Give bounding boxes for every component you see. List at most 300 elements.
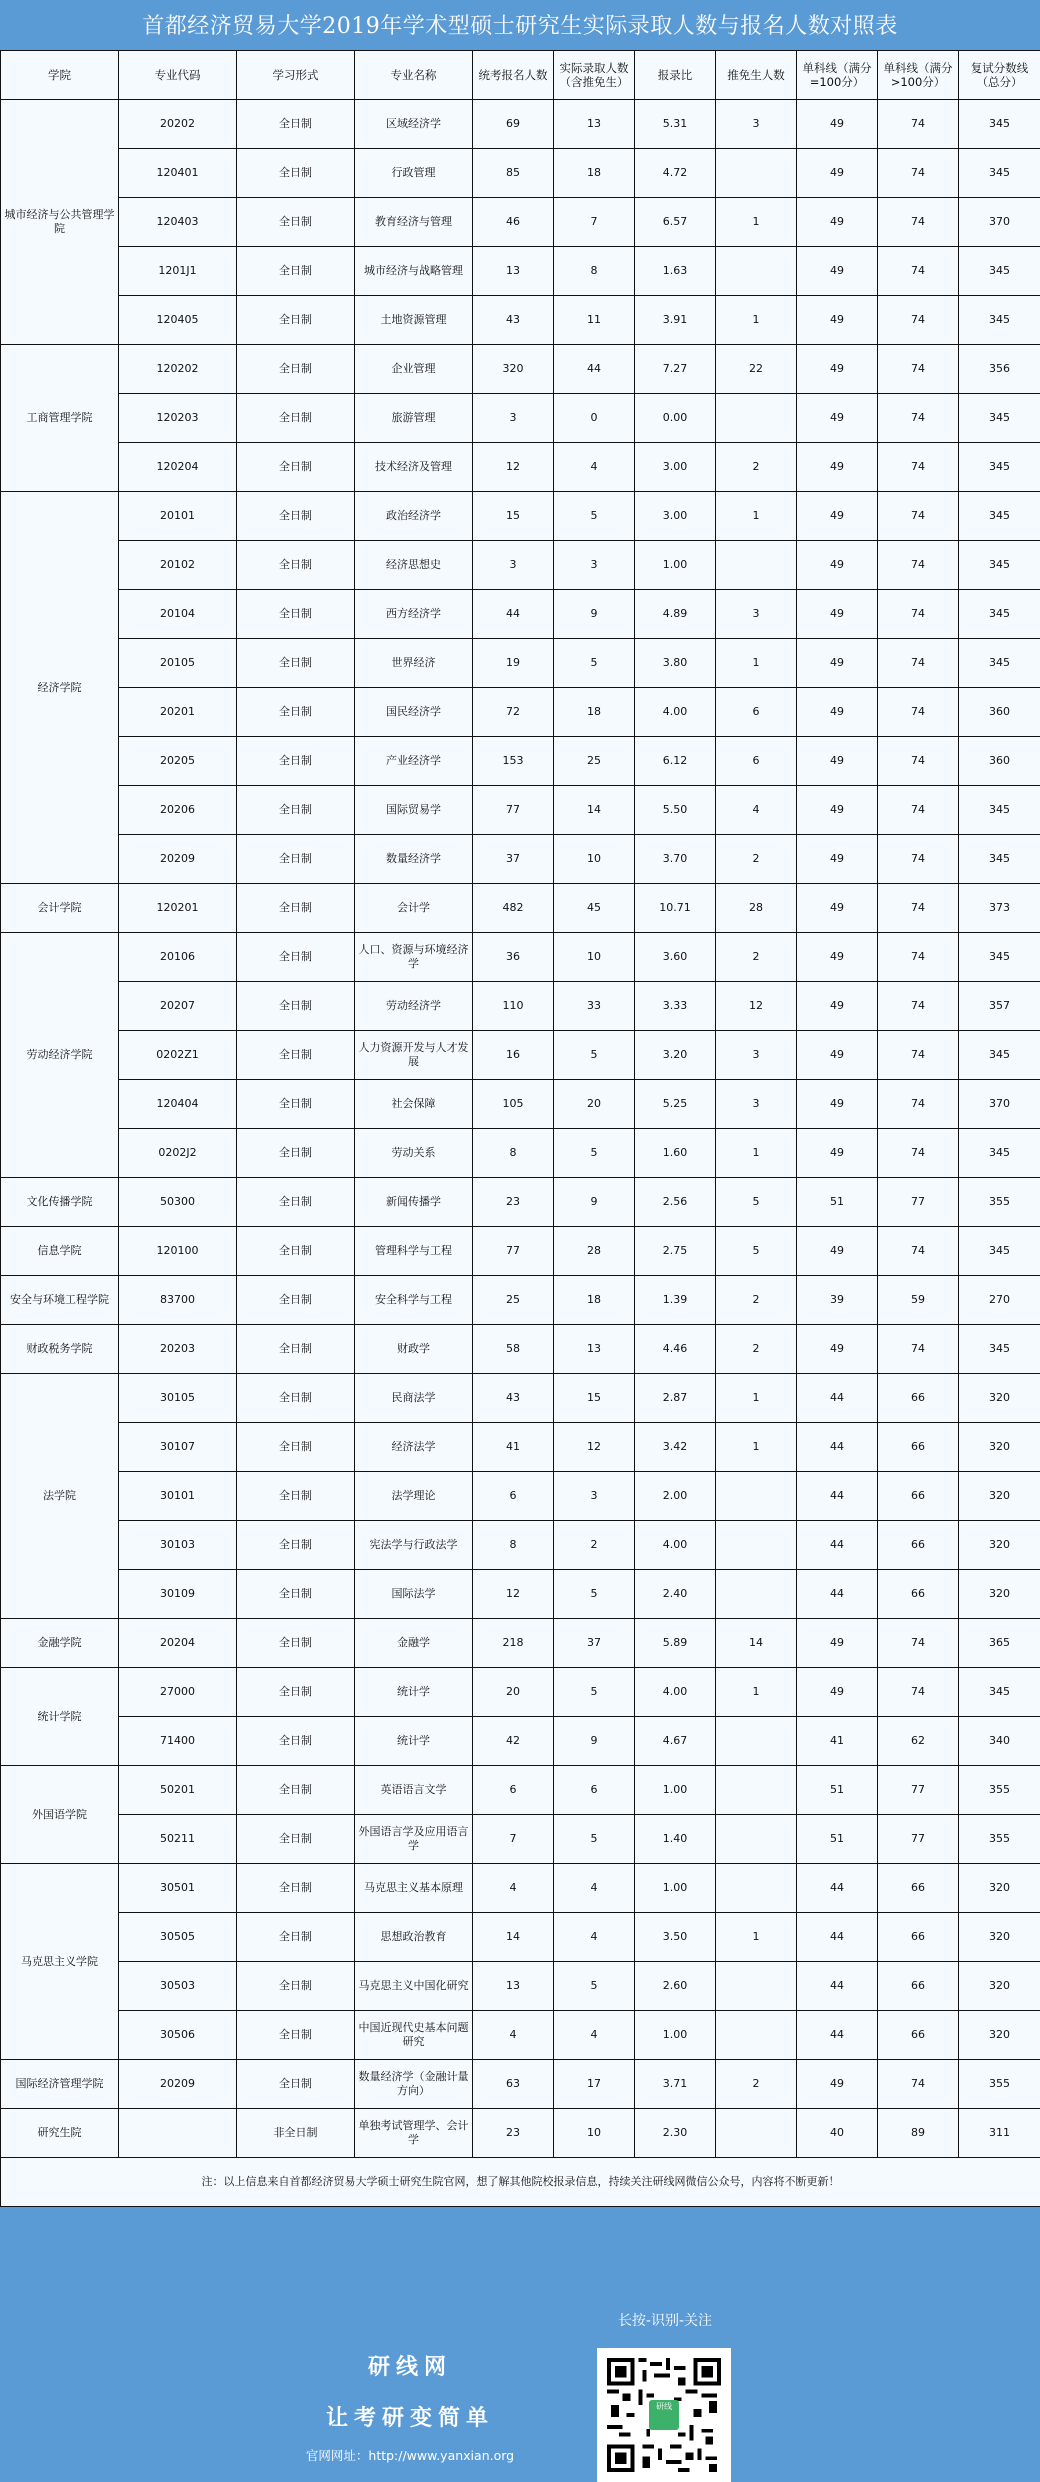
table-row <box>1 1080 1040 1129</box>
single-over-100-cell: 74 <box>878 2060 959 2109</box>
study-mode-cell: 全日制 <box>237 1717 355 1766</box>
study-mode-cell: 全日制 <box>237 149 355 198</box>
exempt-cell: 2 <box>716 933 797 982</box>
ratio-cell: 3.80 <box>635 639 716 688</box>
exempt-cell <box>716 1521 797 1570</box>
admitted-cell: 17 <box>554 2060 635 2109</box>
ratio-cell: 10.71 <box>635 884 716 933</box>
ratio-cell: 1.60 <box>635 1129 716 1178</box>
study-mode-cell: 全日制 <box>237 639 355 688</box>
major-code-cell: 27000 <box>119 1668 237 1717</box>
exempt-cell: 3 <box>716 100 797 149</box>
exempt-cell: 1 <box>716 1129 797 1178</box>
ratio-cell: 4.46 <box>635 1325 716 1374</box>
single-over-100-cell: 74 <box>878 247 959 296</box>
table-row <box>1 1521 1040 1570</box>
single-100-cell: 49 <box>797 884 878 933</box>
single-100-cell: 39 <box>797 1276 878 1325</box>
applicants-cell: 14 <box>473 1913 554 1962</box>
study-mode-cell: 全日制 <box>237 1374 355 1423</box>
total-line-cell: 320 <box>959 2011 1040 2060</box>
major-name-cell: 旅游管理 <box>355 394 473 443</box>
ratio-cell: 5.89 <box>635 1619 716 1668</box>
school-cell: 文化传播学院 <box>1 1178 119 1227</box>
col-header-applicants: 统考报名人数 <box>473 51 554 100</box>
table-row <box>1 1472 1040 1521</box>
major-name-cell: 教育经济与管理 <box>355 198 473 247</box>
exempt-cell <box>716 247 797 296</box>
major-code-cell: 20209 <box>119 2060 237 2109</box>
brand-slogan: 让考研变简单 <box>250 2401 570 2432</box>
major-code-cell: 120201 <box>119 884 237 933</box>
ratio-cell: 1.00 <box>635 541 716 590</box>
school-cell: 法学院 <box>1 1374 119 1619</box>
study-mode-cell: 全日制 <box>237 541 355 590</box>
applicants-cell: 20 <box>473 1668 554 1717</box>
single-over-100-cell: 77 <box>878 1766 959 1815</box>
single-over-100-cell: 74 <box>878 394 959 443</box>
exempt-cell: 2 <box>716 1325 797 1374</box>
major-code-cell: 20206 <box>119 786 237 835</box>
major-code-cell: 120204 <box>119 443 237 492</box>
page-title: 首都经济贸易大学2019年学术型硕士研究生实际录取人数与报名人数对照表 <box>0 0 1040 50</box>
major-code-cell: 30506 <box>119 2011 237 2060</box>
major-name-cell: 劳动关系 <box>355 1129 473 1178</box>
total-line-cell: 357 <box>959 982 1040 1031</box>
ratio-cell: 2.00 <box>635 1472 716 1521</box>
single-100-cell: 49 <box>797 1129 878 1178</box>
admitted-cell: 11 <box>554 296 635 345</box>
applicants-cell: 320 <box>473 345 554 394</box>
major-name-cell: 数量经济学 <box>355 835 473 884</box>
table-row <box>1 1864 1040 1913</box>
admitted-cell: 18 <box>554 688 635 737</box>
exempt-cell: 1 <box>716 639 797 688</box>
single-over-100-cell: 66 <box>878 2011 959 2060</box>
major-name-cell: 会计学 <box>355 884 473 933</box>
applicants-cell: 42 <box>473 1717 554 1766</box>
exempt-cell: 28 <box>716 884 797 933</box>
single-over-100-cell: 74 <box>878 541 959 590</box>
exempt-cell <box>716 1766 797 1815</box>
single-100-cell: 44 <box>797 1864 878 1913</box>
table-row <box>1 2011 1040 2060</box>
single-over-100-cell: 74 <box>878 835 959 884</box>
table-row <box>1 296 1040 345</box>
major-name-cell: 劳动经济学 <box>355 982 473 1031</box>
exempt-cell: 6 <box>716 737 797 786</box>
exempt-cell: 1 <box>716 1668 797 1717</box>
applicants-cell: 6 <box>473 1766 554 1815</box>
admitted-cell: 4 <box>554 1864 635 1913</box>
major-code-cell: 30109 <box>119 1570 237 1619</box>
study-mode-cell: 全日制 <box>237 1227 355 1276</box>
table-row <box>1 394 1040 443</box>
ratio-cell: 5.50 <box>635 786 716 835</box>
major-name-cell: 思想政治教育 <box>355 1913 473 1962</box>
ratio-cell: 1.00 <box>635 1766 716 1815</box>
applicants-cell: 37 <box>473 835 554 884</box>
applicants-cell: 69 <box>473 100 554 149</box>
total-line-cell: 345 <box>959 835 1040 884</box>
single-100-cell: 49 <box>797 492 878 541</box>
major-name-cell: 管理科学与工程 <box>355 1227 473 1276</box>
major-name-cell: 经济思想史 <box>355 541 473 590</box>
table-row <box>1 1276 1040 1325</box>
study-mode-cell: 非全日制 <box>237 2109 355 2158</box>
exempt-cell <box>716 1717 797 1766</box>
admitted-cell: 5 <box>554 1570 635 1619</box>
single-100-cell: 49 <box>797 933 878 982</box>
major-code-cell: 50201 <box>119 1766 237 1815</box>
ratio-cell: 4.89 <box>635 590 716 639</box>
total-line-cell: 345 <box>959 933 1040 982</box>
single-100-cell: 44 <box>797 1962 878 2011</box>
table-row <box>1 1178 1040 1227</box>
table-row <box>1 1227 1040 1276</box>
school-cell: 研究生院 <box>1 2109 119 2158</box>
exempt-cell: 1 <box>716 296 797 345</box>
major-code-cell <box>119 2109 237 2158</box>
major-name-cell: 城市经济与战略管理 <box>355 247 473 296</box>
ratio-cell: 3.60 <box>635 933 716 982</box>
single-100-cell: 44 <box>797 1913 878 1962</box>
major-name-cell: 数量经济学（金融计量方向） <box>355 2060 473 2109</box>
table-row <box>1 1766 1040 1815</box>
major-code-cell: 120405 <box>119 296 237 345</box>
major-name-cell: 安全科学与工程 <box>355 1276 473 1325</box>
study-mode-cell: 全日制 <box>237 1178 355 1227</box>
major-code-cell: 83700 <box>119 1276 237 1325</box>
col-header-single-over-100: 单科线（满分>100分） <box>878 51 959 100</box>
admitted-cell: 5 <box>554 1815 635 1864</box>
ratio-cell: 2.87 <box>635 1374 716 1423</box>
single-100-cell: 44 <box>797 1570 878 1619</box>
ratio-cell: 0.00 <box>635 394 716 443</box>
major-code-cell: 20102 <box>119 541 237 590</box>
single-100-cell: 49 <box>797 737 878 786</box>
applicants-cell: 43 <box>473 296 554 345</box>
single-100-cell: 51 <box>797 1178 878 1227</box>
major-code-cell: 120100 <box>119 1227 237 1276</box>
single-100-cell: 44 <box>797 1521 878 1570</box>
single-100-cell: 49 <box>797 247 878 296</box>
total-line-cell: 355 <box>959 1178 1040 1227</box>
major-name-cell: 土地资源管理 <box>355 296 473 345</box>
exempt-cell: 2 <box>716 1276 797 1325</box>
table-row <box>1 247 1040 296</box>
exempt-cell: 5 <box>716 1227 797 1276</box>
table-row <box>1 1717 1040 1766</box>
footer-banner <box>0 2278 1040 2476</box>
applicants-cell: 23 <box>473 1178 554 1227</box>
single-100-cell: 44 <box>797 2011 878 2060</box>
study-mode-cell: 全日制 <box>237 1472 355 1521</box>
school-cell: 会计学院 <box>1 884 119 933</box>
applicants-cell: 7 <box>473 1815 554 1864</box>
total-line-cell: 340 <box>959 1717 1040 1766</box>
admitted-cell: 8 <box>554 247 635 296</box>
admitted-cell: 14 <box>554 786 635 835</box>
single-100-cell: 49 <box>797 149 878 198</box>
major-name-cell: 财政学 <box>355 1325 473 1374</box>
major-name-cell: 世界经济 <box>355 639 473 688</box>
study-mode-cell: 全日制 <box>237 982 355 1031</box>
major-code-cell: 30101 <box>119 1472 237 1521</box>
qr-logo-badge: 研线 <box>649 2400 679 2430</box>
total-line-cell: 345 <box>959 149 1040 198</box>
exempt-cell <box>716 1962 797 2011</box>
table-row <box>1 492 1040 541</box>
single-100-cell: 49 <box>797 1668 878 1717</box>
major-name-cell: 社会保障 <box>355 1080 473 1129</box>
table-row <box>1 786 1040 835</box>
ratio-cell: 1.39 <box>635 1276 716 1325</box>
col-header-major-name: 专业名称 <box>355 51 473 100</box>
applicants-cell: 25 <box>473 1276 554 1325</box>
single-100-cell: 49 <box>797 1619 878 1668</box>
single-over-100-cell: 77 <box>878 1815 959 1864</box>
admitted-cell: 5 <box>554 1129 635 1178</box>
major-code-cell: 30103 <box>119 1521 237 1570</box>
school-cell: 劳动经济学院 <box>1 933 119 1178</box>
admitted-cell: 4 <box>554 2011 635 2060</box>
single-100-cell: 49 <box>797 1031 878 1080</box>
single-100-cell: 51 <box>797 1815 878 1864</box>
exempt-cell: 2 <box>716 443 797 492</box>
school-cell: 经济学院 <box>1 492 119 884</box>
ratio-cell: 3.00 <box>635 492 716 541</box>
major-name-cell: 国民经济学 <box>355 688 473 737</box>
single-100-cell: 49 <box>797 443 878 492</box>
school-cell: 工商管理学院 <box>1 345 119 492</box>
ratio-cell: 1.63 <box>635 247 716 296</box>
col-header-total-line: 复试分数线（总分） <box>959 51 1040 100</box>
total-line-cell: 345 <box>959 1227 1040 1276</box>
single-over-100-cell: 74 <box>878 982 959 1031</box>
applicants-cell: 77 <box>473 1227 554 1276</box>
total-line-cell: 345 <box>959 590 1040 639</box>
ratio-cell: 3.42 <box>635 1423 716 1472</box>
table-row <box>1 933 1040 982</box>
study-mode-cell: 全日制 <box>237 1913 355 1962</box>
major-name-cell: 英语语言文学 <box>355 1766 473 1815</box>
ratio-cell: 4.00 <box>635 1668 716 1717</box>
single-100-cell: 49 <box>797 688 878 737</box>
col-header-single-100: 单科线（满分=100分） <box>797 51 878 100</box>
major-code-cell: 20101 <box>119 492 237 541</box>
applicants-cell: 23 <box>473 2109 554 2158</box>
ratio-cell: 4.67 <box>635 1717 716 1766</box>
single-over-100-cell: 74 <box>878 884 959 933</box>
single-100-cell: 49 <box>797 541 878 590</box>
single-over-100-cell: 66 <box>878 1423 959 1472</box>
admitted-cell: 2 <box>554 1521 635 1570</box>
exempt-cell <box>716 394 797 443</box>
study-mode-cell: 全日制 <box>237 1521 355 1570</box>
ratio-cell: 6.12 <box>635 737 716 786</box>
total-line-cell: 355 <box>959 1815 1040 1864</box>
major-name-cell: 宪法学与行政法学 <box>355 1521 473 1570</box>
applicants-cell: 6 <box>473 1472 554 1521</box>
study-mode-cell: 全日制 <box>237 2011 355 2060</box>
major-name-cell: 区域经济学 <box>355 100 473 149</box>
table-row <box>1 345 1040 394</box>
admitted-cell: 18 <box>554 1276 635 1325</box>
single-100-cell: 49 <box>797 835 878 884</box>
ratio-cell: 2.56 <box>635 1178 716 1227</box>
major-name-cell: 产业经济学 <box>355 737 473 786</box>
table-row <box>1 541 1040 590</box>
admitted-cell: 12 <box>554 1423 635 1472</box>
major-code-cell: 0202J2 <box>119 1129 237 1178</box>
total-line-cell: 320 <box>959 1913 1040 1962</box>
study-mode-cell: 全日制 <box>237 1031 355 1080</box>
exempt-cell: 14 <box>716 1619 797 1668</box>
source-note: 注：以上信息来自首都经济贸易大学硕士研究生院官网，想了解其他院校报录信息，持续关注研线网微信公众号，内容将不断更新！ <box>1 2158 1040 2207</box>
single-100-cell: 49 <box>797 786 878 835</box>
exempt-cell <box>716 541 797 590</box>
school-cell: 国际经济管理学院 <box>1 2060 119 2109</box>
total-line-cell: 345 <box>959 1668 1040 1717</box>
ratio-cell: 5.25 <box>635 1080 716 1129</box>
major-name-cell: 政治经济学 <box>355 492 473 541</box>
total-line-cell: 370 <box>959 1080 1040 1129</box>
exempt-cell <box>716 2109 797 2158</box>
single-100-cell: 49 <box>797 590 878 639</box>
total-line-cell: 365 <box>959 1619 1040 1668</box>
major-code-cell: 1201J1 <box>119 247 237 296</box>
single-over-100-cell: 66 <box>878 1521 959 1570</box>
single-100-cell: 51 <box>797 1766 878 1815</box>
school-cell: 统计学院 <box>1 1668 119 1766</box>
admitted-cell: 15 <box>554 1374 635 1423</box>
major-name-cell: 技术经济及管理 <box>355 443 473 492</box>
total-line-cell: 345 <box>959 100 1040 149</box>
major-name-cell: 统计学 <box>355 1668 473 1717</box>
single-over-100-cell: 74 <box>878 688 959 737</box>
applicants-cell: 218 <box>473 1619 554 1668</box>
study-mode-cell: 全日制 <box>237 737 355 786</box>
total-line-cell: 270 <box>959 1276 1040 1325</box>
applicants-cell: 12 <box>473 1570 554 1619</box>
major-code-cell: 120404 <box>119 1080 237 1129</box>
total-line-cell: 320 <box>959 1521 1040 1570</box>
col-header-exempt: 推免生人数 <box>716 51 797 100</box>
school-cell: 金融学院 <box>1 1619 119 1668</box>
table-row <box>1 590 1040 639</box>
admitted-cell: 20 <box>554 1080 635 1129</box>
ratio-cell: 2.30 <box>635 2109 716 2158</box>
applicants-cell: 15 <box>473 492 554 541</box>
single-over-100-cell: 74 <box>878 590 959 639</box>
total-line-cell: 345 <box>959 541 1040 590</box>
admitted-cell: 0 <box>554 394 635 443</box>
table-row <box>1 1129 1040 1178</box>
table-row <box>1 982 1040 1031</box>
applicants-cell: 36 <box>473 933 554 982</box>
study-mode-cell: 全日制 <box>237 1325 355 1374</box>
single-over-100-cell: 74 <box>878 296 959 345</box>
table-row <box>1 1570 1040 1619</box>
study-mode-cell: 全日制 <box>237 1129 355 1178</box>
single-over-100-cell: 66 <box>878 1864 959 1913</box>
total-line-cell: 345 <box>959 639 1040 688</box>
exempt-cell: 6 <box>716 688 797 737</box>
note-row <box>1 2158 1040 2207</box>
applicants-cell: 16 <box>473 1031 554 1080</box>
applicants-cell: 4 <box>473 2011 554 2060</box>
total-line-cell: 311 <box>959 2109 1040 2158</box>
applicants-cell: 8 <box>473 1129 554 1178</box>
single-100-cell: 49 <box>797 982 878 1031</box>
major-name-cell: 法学理论 <box>355 1472 473 1521</box>
ratio-cell: 4.00 <box>635 688 716 737</box>
table-row <box>1 1619 1040 1668</box>
single-100-cell: 49 <box>797 639 878 688</box>
exempt-cell: 22 <box>716 345 797 394</box>
admitted-cell: 37 <box>554 1619 635 1668</box>
qr-code[interactable] <box>597 2348 731 2482</box>
major-code-cell: 20207 <box>119 982 237 1031</box>
study-mode-cell: 全日制 <box>237 1864 355 1913</box>
ratio-cell: 3.00 <box>635 443 716 492</box>
admitted-cell: 5 <box>554 1668 635 1717</box>
major-code-cell: 120202 <box>119 345 237 394</box>
single-over-100-cell: 74 <box>878 1129 959 1178</box>
table-row <box>1 1815 1040 1864</box>
study-mode-cell: 全日制 <box>237 1570 355 1619</box>
major-code-cell: 20104 <box>119 590 237 639</box>
applicants-cell: 3 <box>473 541 554 590</box>
major-name-cell: 外国语言学及应用语言学 <box>355 1815 473 1864</box>
total-line-cell: 345 <box>959 492 1040 541</box>
total-line-cell: 320 <box>959 1570 1040 1619</box>
major-code-cell: 20202 <box>119 100 237 149</box>
ratio-cell: 3.91 <box>635 296 716 345</box>
table-row <box>1 835 1040 884</box>
table-row <box>1 2060 1040 2109</box>
study-mode-cell: 全日制 <box>237 296 355 345</box>
single-over-100-cell: 66 <box>878 1374 959 1423</box>
ratio-cell: 4.72 <box>635 149 716 198</box>
exempt-cell: 3 <box>716 1080 797 1129</box>
major-code-cell: 20204 <box>119 1619 237 1668</box>
total-line-cell: 355 <box>959 2060 1040 2109</box>
total-line-cell: 360 <box>959 737 1040 786</box>
major-name-cell: 马克思主义中国化研究 <box>355 1962 473 2011</box>
single-100-cell: 49 <box>797 345 878 394</box>
ratio-cell: 3.33 <box>635 982 716 1031</box>
admitted-cell: 13 <box>554 100 635 149</box>
major-code-cell: 30107 <box>119 1423 237 1472</box>
table-body <box>1 100 1040 2158</box>
study-mode-cell: 全日制 <box>237 590 355 639</box>
study-mode-cell: 全日制 <box>237 786 355 835</box>
website-link[interactable]: 官网网址：http://www.yanxian.org <box>250 2446 570 2464</box>
exempt-cell <box>716 1864 797 1913</box>
ratio-cell: 2.60 <box>635 1962 716 2011</box>
major-name-cell: 国际法学 <box>355 1570 473 1619</box>
major-code-cell: 20209 <box>119 835 237 884</box>
ratio-cell: 3.70 <box>635 835 716 884</box>
exempt-cell: 5 <box>716 1178 797 1227</box>
applicants-cell: 4 <box>473 1864 554 1913</box>
single-over-100-cell: 62 <box>878 1717 959 1766</box>
single-over-100-cell: 74 <box>878 443 959 492</box>
applicants-cell: 482 <box>473 884 554 933</box>
applicants-cell: 44 <box>473 590 554 639</box>
